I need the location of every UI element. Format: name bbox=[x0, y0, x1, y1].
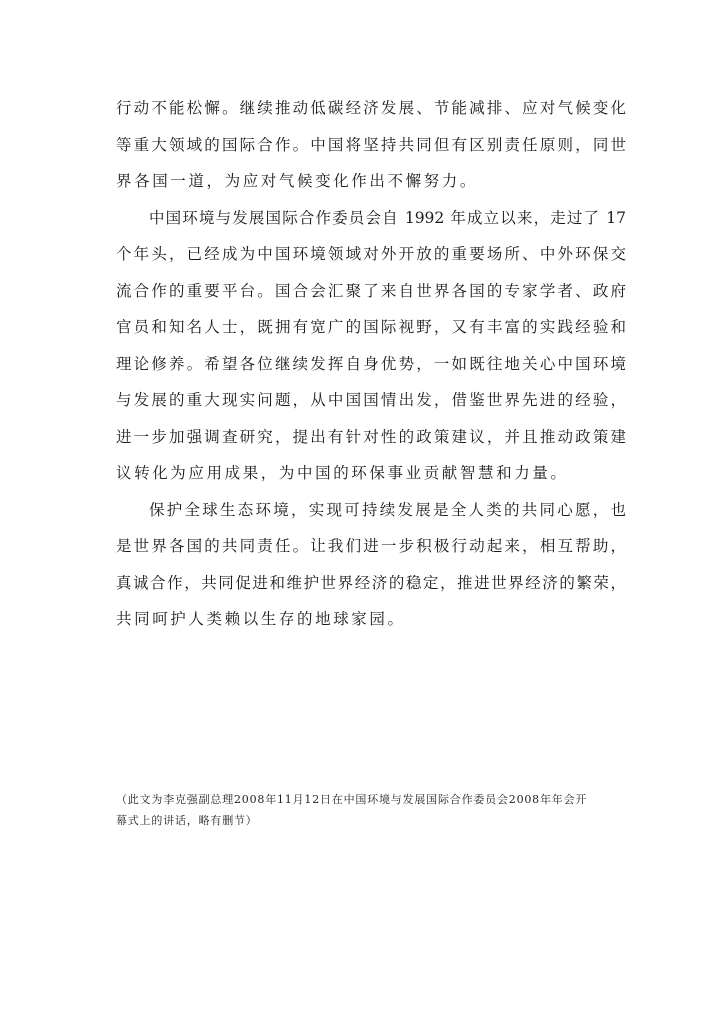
footnote-line: 幕式上的讲话，略有删节） bbox=[116, 814, 258, 827]
text-line: 中国环境与发展国际合作委员会自 1992 年成立以来，走过了 17 bbox=[149, 208, 626, 227]
text-line: 与发展的重大现实问题，从中国国情出发，借鉴世界先进的经验， bbox=[116, 391, 626, 409]
paragraph-1 bbox=[116, 90, 626, 200]
text-line: 是世界各国的共同责任。让我们进一步积极行动起来，相互帮助， bbox=[116, 537, 626, 555]
text-line: 个年头，已经成为中国环境领域对外开放的重要场所、中外环保交 bbox=[116, 245, 626, 263]
text-line: 等重大领域的国际合作。中国将坚持共同但有区别责任原则，同世 bbox=[116, 135, 626, 154]
footnote-line: （此文为李克强副总理2008年11月12日在中国环境与发展国际合作委员会2008年年会开 bbox=[116, 793, 588, 806]
footnote bbox=[116, 789, 626, 831]
text-line: 进一步加强调查研究，提出有针对性的政策建议，并且推动政策建 bbox=[116, 427, 626, 446]
text-line: 共同呵护人类赖以生存的地球家园。 bbox=[116, 610, 406, 628]
text-line: 流合作的重要平台。国合会汇聚了来自世界各国的专家学者、政府 bbox=[116, 281, 626, 300]
paragraph-2 bbox=[116, 200, 626, 492]
text-line: 议转化为应用成果，为中国的环保事业贡献智慧和力量。 bbox=[116, 464, 569, 482]
text-line: 保护全球生态环境，实现可持续发展是全人类的共同心愿，也 bbox=[149, 500, 626, 519]
text-line: 真诚合作，共同促进和维护世界经济的稳定，推进世界经济的繁荣， bbox=[116, 573, 626, 592]
paragraph-3 bbox=[116, 492, 626, 638]
text-line: 理论修养。希望各位继续发挥自身优势，一如既往地关心中国环境 bbox=[116, 354, 626, 373]
body-text bbox=[116, 90, 626, 638]
text-line: 行动不能松懈。继续推动低碳经济发展、节能减排、应对气候变化 bbox=[116, 99, 626, 117]
text-line: 界各国一道，为应对气候变化作出不懈努力。 bbox=[116, 172, 479, 190]
text-line: 官员和知名人士，既拥有宽广的国际视野，又有丰富的实践经验和 bbox=[116, 318, 626, 336]
